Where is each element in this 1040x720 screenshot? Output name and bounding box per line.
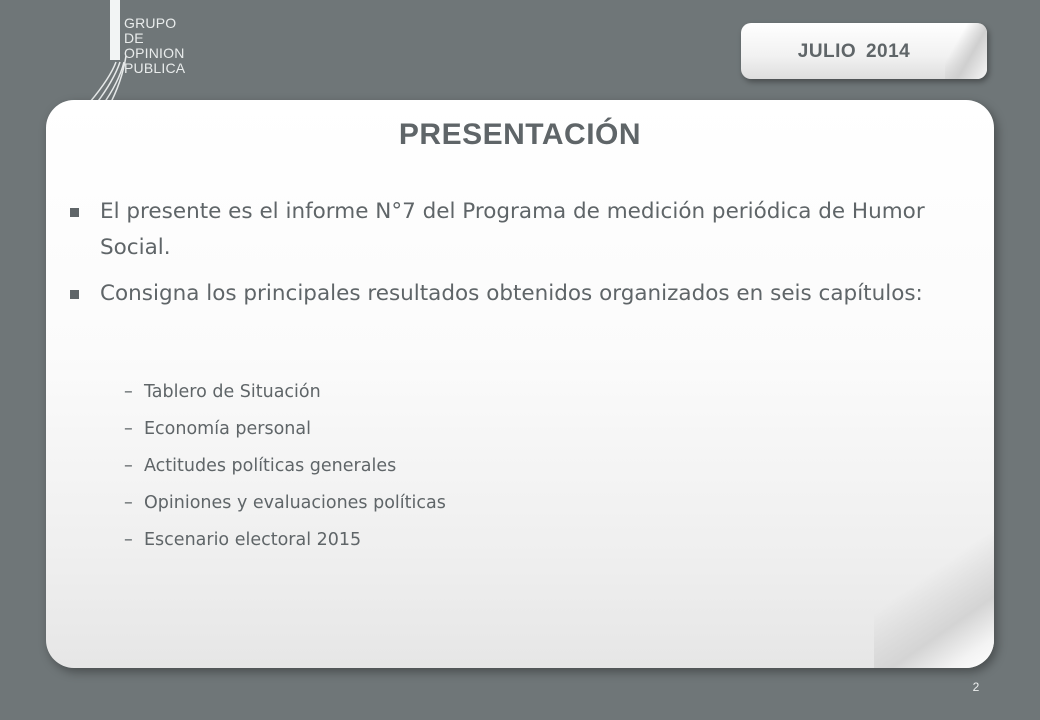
logo-line-3: OPINION <box>124 45 185 61</box>
logo-text <box>124 16 185 76</box>
dash-bullet-icon: – <box>124 419 133 439</box>
date-label: JULIO 2014 <box>797 41 911 62</box>
bullet-text: Consigna los principales resultados obtenidos organizados en seis capítulos: <box>100 281 923 306</box>
square-bullet-icon <box>70 290 79 299</box>
dash-bullet-icon: – <box>124 456 133 476</box>
page-number: 2 <box>972 680 980 694</box>
square-bullet-icon <box>70 208 79 217</box>
date-badge <box>741 23 987 79</box>
chapter-text: Opiniones y evaluaciones políticas <box>144 493 446 513</box>
bullet-item <box>66 194 966 266</box>
dash-bullet-icon: – <box>124 530 133 550</box>
chapter-item <box>124 491 446 515</box>
bullet-list <box>66 194 966 322</box>
page-curl-decoration <box>874 498 994 668</box>
chapter-text: Tablero de Situación <box>144 382 321 402</box>
chapter-item <box>124 454 446 478</box>
chapter-item <box>124 380 446 404</box>
dash-bullet-icon: – <box>124 382 133 402</box>
chapter-text: Economía personal <box>144 419 311 439</box>
chapter-item <box>124 528 446 552</box>
bullet-item <box>66 276 966 312</box>
logo-line-1: GRUPO <box>124 15 177 31</box>
logo-line-4: PUBLICA <box>124 60 186 76</box>
chapter-text: Actitudes políticas generales <box>144 456 397 476</box>
chapter-text: Escenario electoral 2015 <box>144 530 362 550</box>
slide-title: PRESENTACIÓN <box>398 118 642 151</box>
logo-line-2: DE <box>124 30 144 46</box>
chapter-item <box>124 417 446 441</box>
dash-bullet-icon: – <box>124 493 133 513</box>
chapter-list <box>124 380 446 565</box>
content-card <box>46 100 994 668</box>
bullet-text: El presente es el informe N°7 del Programa de medición periódica de Humor Social. <box>100 199 925 260</box>
